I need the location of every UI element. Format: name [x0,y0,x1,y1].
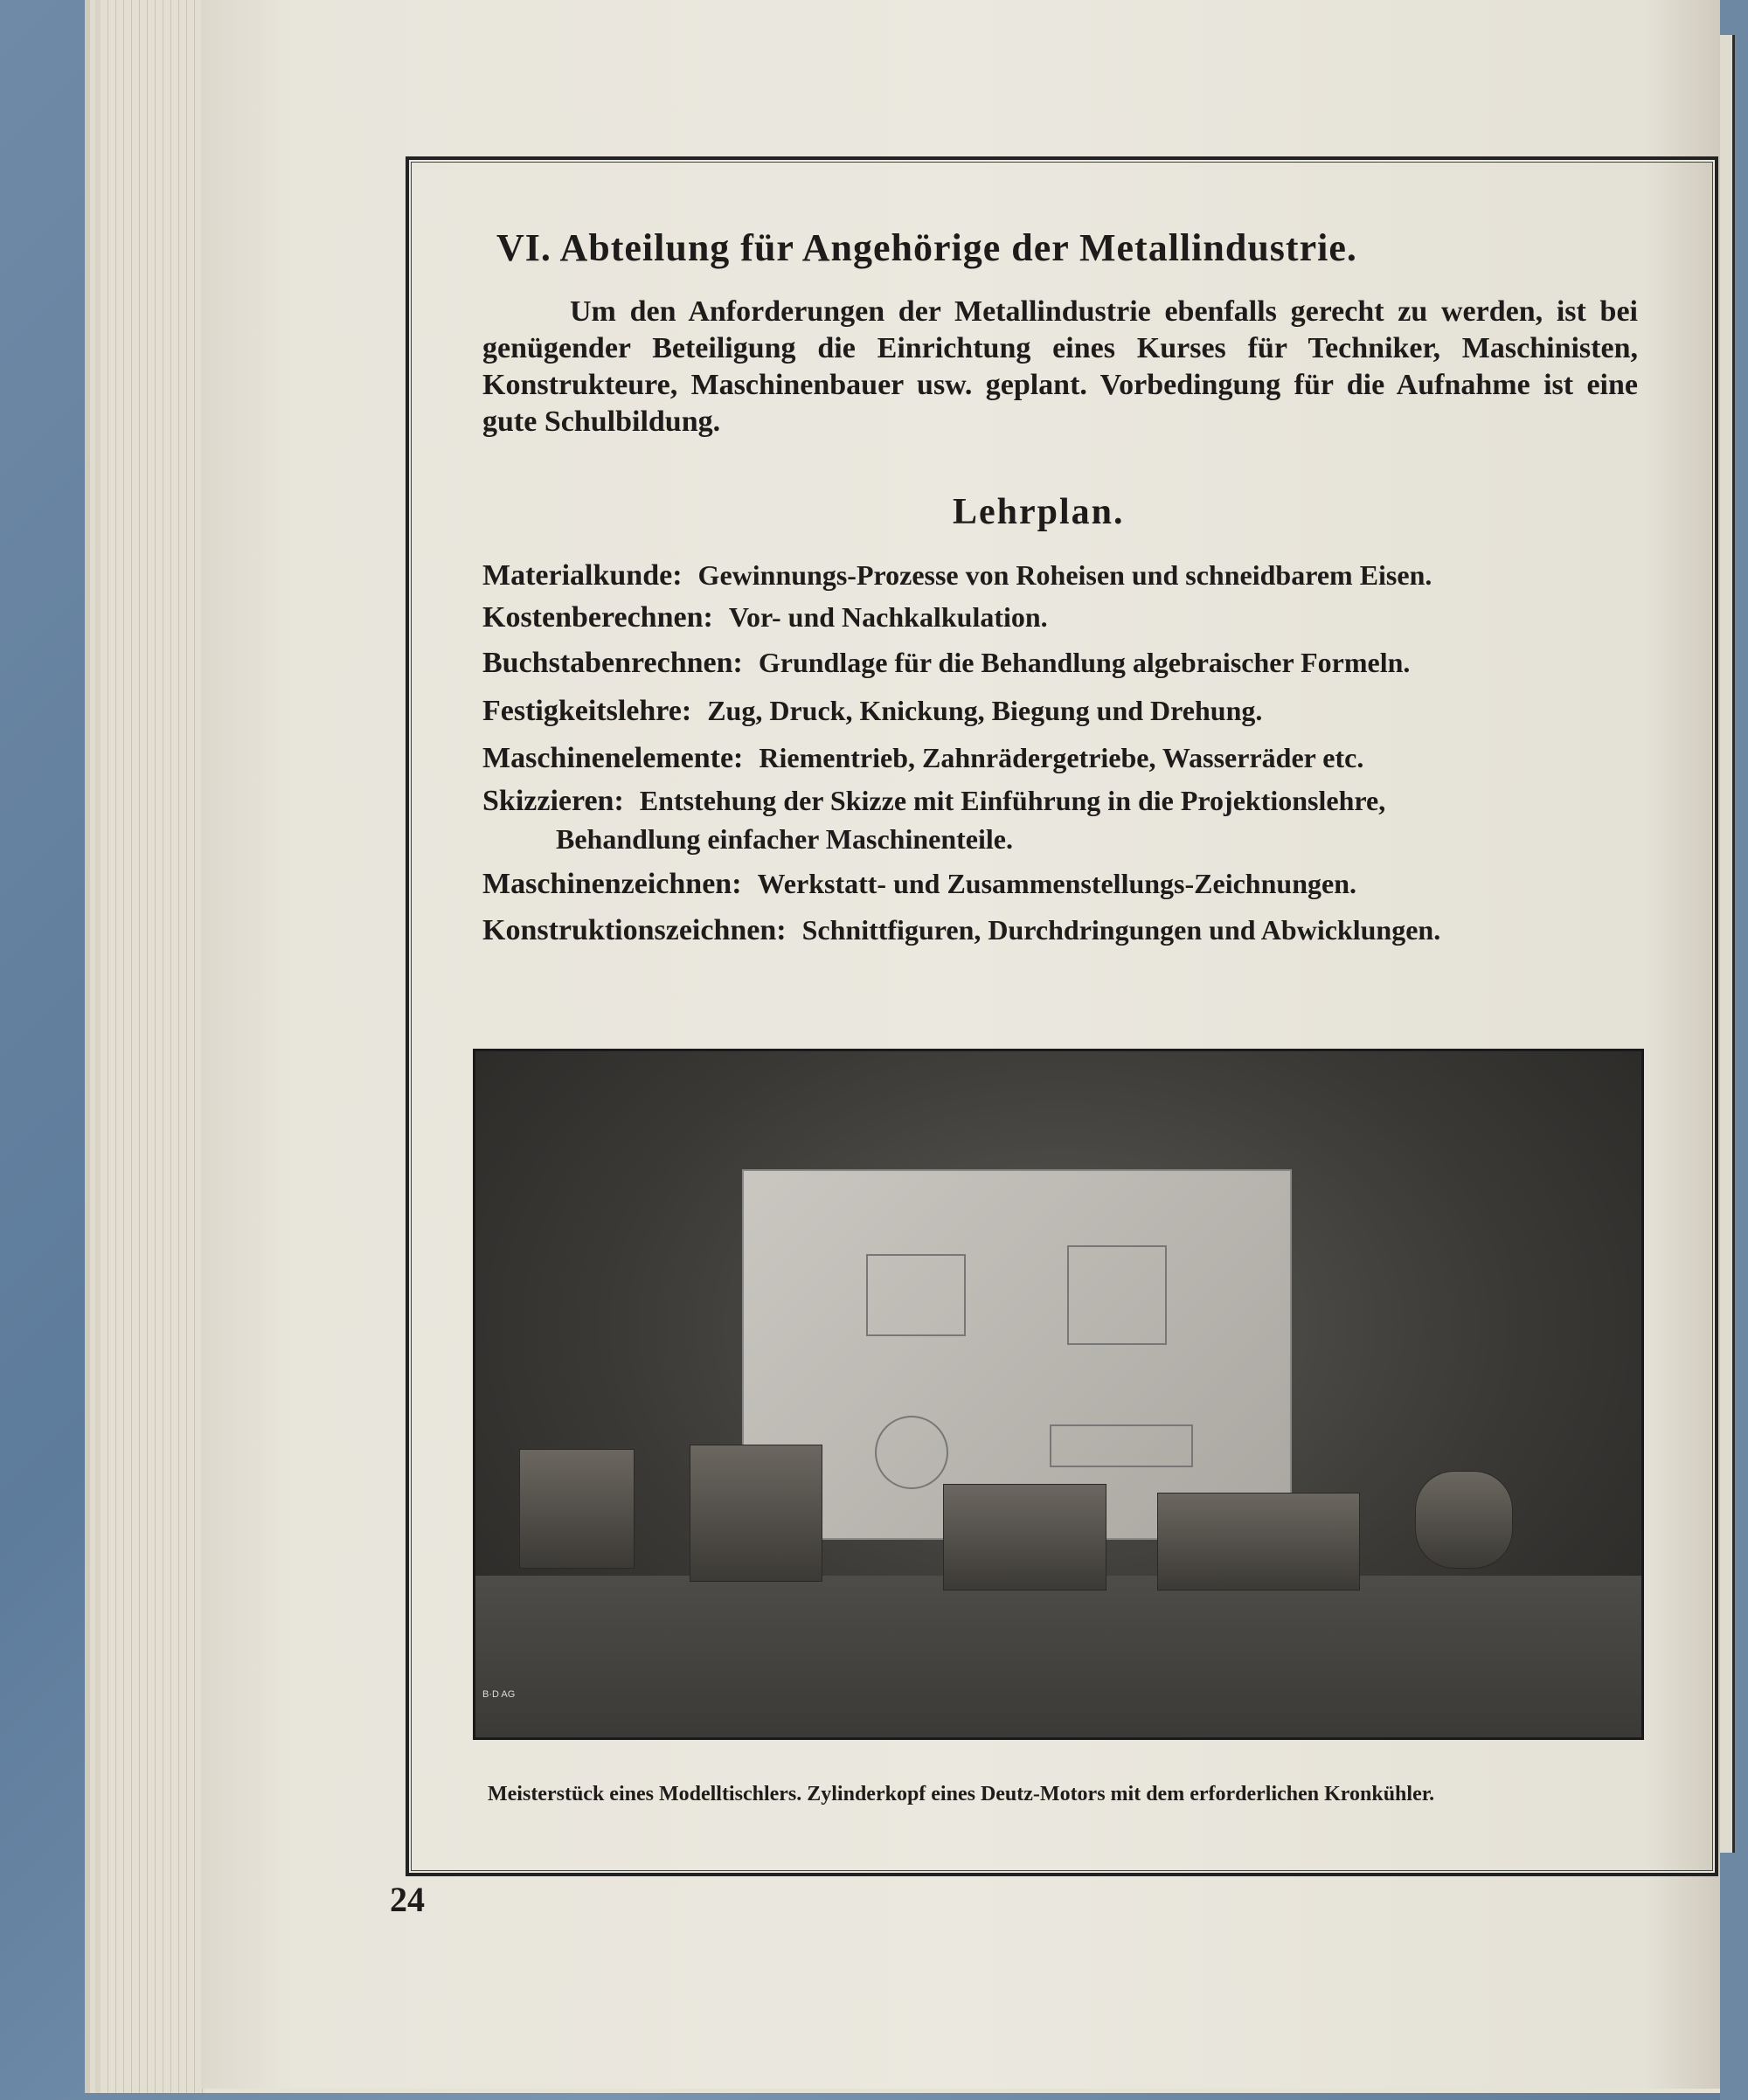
subject-content: Riementrieb, Zahnrädergetriebe, Wasserräder etc. [759,742,1364,773]
curriculum-item [482,742,1363,775]
facing-page-edge [1720,0,1748,2100]
section-number: VI. [496,226,551,269]
curriculum-item [482,559,1432,593]
subject-content: Zug, Druck, Knickung, Biegung und Drehung. [707,695,1263,726]
curriculum-item-continuation: Behandlung einfacher Maschinenteile. [556,823,1013,855]
model-block [690,1445,822,1582]
subject-content: Grundlage für die Behandlung algebraischer Formeln. [758,647,1411,678]
subject: Konstruktionszeichnen: [482,914,787,946]
drawing-detail [1050,1424,1193,1467]
section-heading [496,225,1357,270]
photo-table [475,1576,1641,1737]
page-number: 24 [390,1880,425,1919]
subject: Buchstabenrechnen: [482,647,743,679]
subject: Kostenberechnen: [482,601,713,634]
subject: Materialkunde: [482,559,683,592]
curriculum-item [482,914,1440,947]
subject-content: Schnittfiguren, Durchdringungen und Abwicklungen. [801,914,1441,946]
curriculum-title: Lehrplan. [953,492,1125,532]
model-block [519,1449,635,1569]
model-block [943,1484,1106,1591]
page-edges [101,0,205,2093]
model-block [1157,1493,1360,1591]
curriculum-item [482,868,1356,901]
photo-stamp: B·D AG [482,1689,516,1700]
curriculum-item [482,695,1262,728]
curriculum-item [482,601,1048,634]
photo-caption: Meisterstück eines Modelltischlers. Zylinderkopf eines Deutz-Motors mit dem erforderlichen Kronkühler. [488,1783,1435,1805]
curriculum-item [482,647,1410,680]
drawing-detail [1067,1245,1167,1345]
subject: Festigkeitslehre: [482,695,692,727]
section-title: Abteilung für Angehörige der Metallindustrie. [559,226,1357,269]
subject-content: Entstehung der Skizze mit Einführung in die Projektionslehre, [639,785,1386,816]
subject: Maschinenelemente: [482,742,744,774]
intro-paragraph: Um den Anforderungen der Metallindustrie ebenfalls gerecht zu werden, ist bei genügender Beteiligung die Einrichtung eines Kurses für Techniker, Maschinisten, Konstrukteure, Maschinenbauer usw. geplant. Vorbedingung für die Aufnahme ist eine gute Schulbildung. [482,295,1638,438]
subject: Maschinenzeichnen: [482,868,742,900]
subject: Skizzieren: [482,785,624,817]
drawing-detail [866,1254,966,1336]
subject-content: Werkstatt- und Zusammenstellungs-Zeichnungen. [757,868,1356,899]
subject-content: Gewinnungs-Prozesse von Roheisen und schneidbarem Eisen. [697,559,1432,591]
subject-content: Vor- und Nachkalkulation. [728,601,1048,633]
drawing-detail [875,1416,948,1489]
workshop-photo [473,1049,1644,1740]
curriculum-item [482,785,1385,818]
cylinder-head [1415,1471,1513,1569]
